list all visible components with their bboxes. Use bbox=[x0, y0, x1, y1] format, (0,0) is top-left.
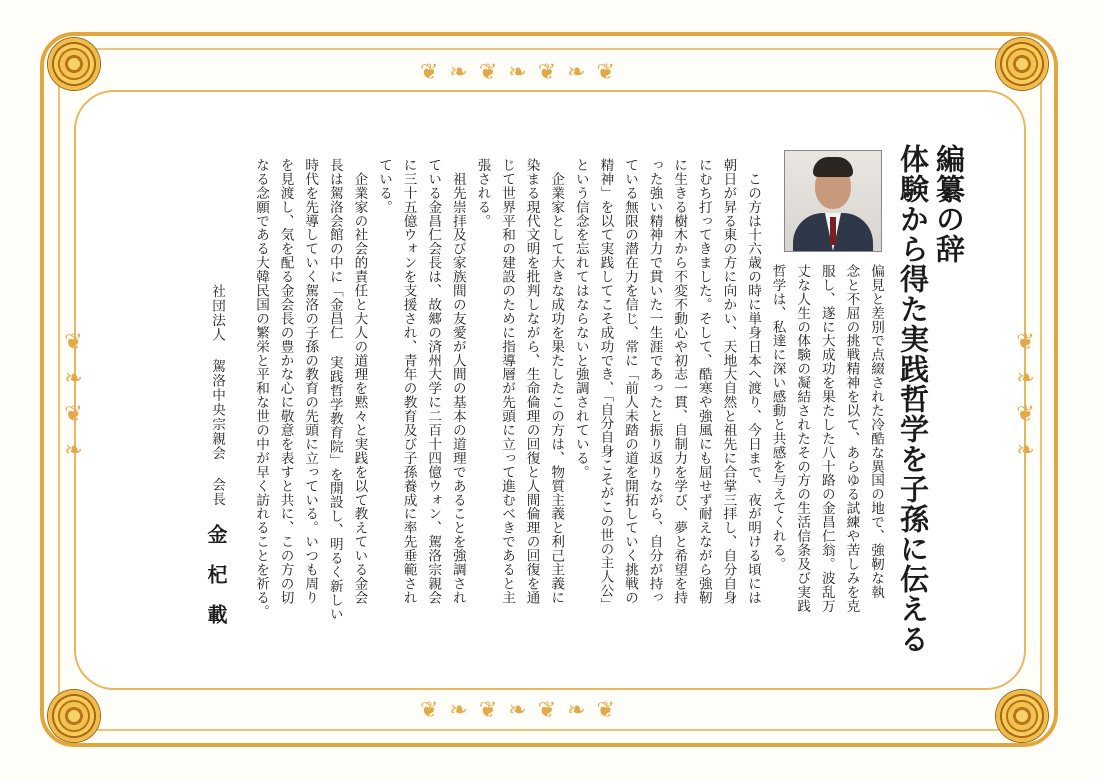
body-text-line: を見渡し、気を配る金会長の豊かな心に敬意を表すと共に、この方の切 bbox=[277, 158, 294, 605]
body-text-line: ている無限の潜在力を信じ、常に「前人未踏の道を開拓していく挑戦の bbox=[622, 158, 638, 605]
body-text-line: この方は十六歳の時に単身日本へ渡り、今日まで、夜が明ける頃には bbox=[745, 158, 761, 605]
body-text-line: じて世界平和の建設のために指導層が先頭に立って進むべきであると主 bbox=[499, 158, 515, 605]
body-text-line: ている。 bbox=[376, 158, 392, 214]
body-text-line: 精神」を以て実践してこそ成功でき、「自分自身こそがこの世の主人公」 bbox=[597, 158, 614, 612]
body-text-line: にむち打ってきました。そして、酷寒や強風にも屈せず耐えながら強靭 bbox=[695, 158, 712, 605]
body-text-line: 念と不屈の挑戦精神を以て、あらゆる試練や苦しみを克 bbox=[843, 264, 860, 613]
document-subheading: 体験から得た実践哲学を子孫に伝える bbox=[896, 144, 930, 654]
body-text-line: 長は駕洛会館の中に「金昌仁 実践哲学教育院」を開設し、明るく新しい bbox=[326, 158, 343, 621]
corner-medallion-icon bbox=[48, 690, 100, 742]
ornament-scroll-icon: ❦ ❧ ❦ ❧ bbox=[61, 330, 86, 465]
organization-title: 社団法人 駕洛中央宗親会 会長 bbox=[209, 284, 225, 507]
body-text-line: 企業家として大きな成功を果たしたこの方は、物質主義と利己主義に bbox=[548, 158, 565, 605]
ornament-scroll-icon: ❦ ❧ ❦ ❧ bbox=[1013, 330, 1038, 465]
ornament-scroll-icon: ❦ ❧ ❦ ❧ ❦ ❧ ❦ bbox=[420, 60, 617, 85]
document-heading: 編纂の辞 bbox=[932, 144, 966, 264]
portrait-photo bbox=[784, 150, 882, 252]
body-text-line: 染まる現代文明を批判しながら、生命倫理の回復と人間倫理の回復を通 bbox=[523, 158, 540, 605]
body-text-line: 哲学は、私達に深い感動と共感を与えてくれる。 bbox=[769, 264, 786, 571]
body-text-line: 服し、遂に大成功を果たした八十路の金昌仁翁。波乱万 bbox=[818, 264, 835, 613]
body-text-line: 祖先崇拝及び家族間の友愛が人間の基本の道理であることを強調され bbox=[449, 158, 466, 605]
body-text-line: 偏見と差別で点綴された冷酷な異国の地で、強靭な執 bbox=[868, 264, 884, 599]
ornament-scroll-icon: ❦ ❧ ❦ ❧ ❦ ❧ ❦ bbox=[420, 698, 617, 723]
corner-medallion-icon bbox=[996, 38, 1048, 90]
body-text-line: った強い精神力で貫いた一生涯であったと振り返りながら、自分が持っ bbox=[646, 158, 663, 605]
body-text-line: 朝日が昇る東の方に向かい、天地大自然と祖先に合掌三拝し、自分自身 bbox=[720, 158, 737, 605]
body-text-line: 張される。 bbox=[474, 158, 491, 228]
body-text-line: なる念願である大韓民国の繁栄と平和な世の中が早く訪れることを祈る。 bbox=[253, 158, 269, 619]
corner-medallion-icon bbox=[48, 38, 100, 90]
body-text-line: に三十五億ウォンを支援され、青年の教育及び子孫養成に率先垂範され bbox=[400, 158, 417, 605]
signer-name: 金杞載 bbox=[204, 524, 228, 644]
body-text-line: に生きる樹木から不変不動心や初志一貫、自制力を学び、夢と希望を持 bbox=[671, 158, 688, 605]
body-text-line: 企業家の社会的責任と大人の道理を黙々と実践を以て教えている金会 bbox=[351, 158, 368, 605]
body-text-line: ている金昌仁会長は、故郷の済州大学に二百十四億ウォン、駕洛宗親会 bbox=[425, 158, 442, 605]
document-body bbox=[108, 114, 992, 674]
body-text-line: 時代を先導していく駕洛の子孫の教育の先頭に立っている。いつも周り bbox=[302, 158, 319, 605]
body-text-line: 丈な人生の体験の凝結されたその方の生活信条及び実践 bbox=[794, 264, 811, 613]
body-text-line: という信念を忘れてはならないと強調されている。 bbox=[572, 158, 589, 479]
corner-medallion-icon bbox=[996, 690, 1048, 742]
